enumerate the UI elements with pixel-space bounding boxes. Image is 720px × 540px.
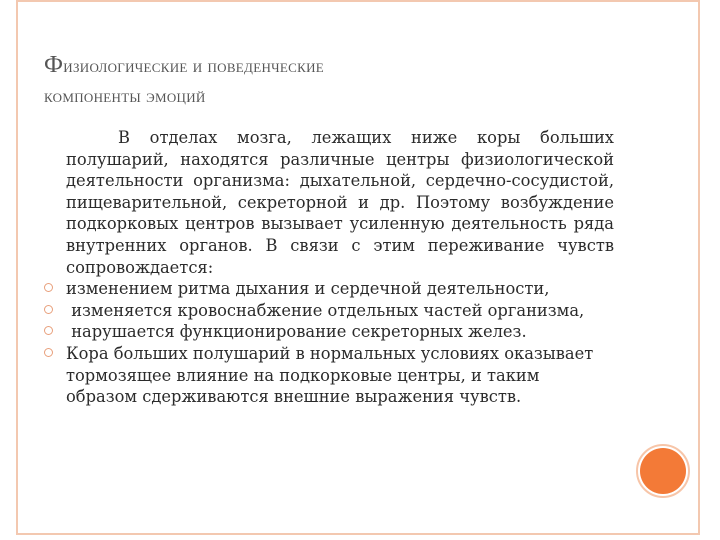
list-item (44, 321, 614, 343)
list-item-text: Кора больших полушарий в нормальных условиях оказывает тормозящее влияние на подкорковые центры, и таким образом сдерживаются внешние выражения чувств. (66, 343, 594, 407)
list-item (44, 278, 614, 300)
intro-text: В отделах мозга, лежащих ниже коры больших полушарий, находятся различные центры физиологической деятельности организма: дыхательной, сердечно-сосудистой, пищеварительной, секреторной и др. Поэтому возбуждение подкорковых центров вызывает усиленную деятельность ряда внутренних органов. В связи с этим переживание чувств сопровождается: (66, 128, 614, 277)
list-item-text: изменяется кровоснабжение отдельных частей организма, (66, 300, 585, 320)
intro-paragraph (44, 127, 614, 278)
list-item (44, 300, 614, 322)
list-item-text: изменением ритма дыхания и сердечной деятельности, (66, 279, 550, 299)
title-line-1 (44, 50, 604, 82)
circle-bullet-icon (44, 326, 53, 335)
title-line-1-rest: изиологические и поведенческие (63, 56, 324, 77)
slide-frame-top (16, 0, 700, 8)
list-item-text: нарушается функционирование секреторных желез. (66, 322, 527, 342)
bullet-list (44, 278, 614, 408)
slide-body (44, 127, 614, 408)
slide-title (44, 50, 604, 112)
decorative-orange-circle-icon (640, 448, 686, 494)
title-line-2: компоненты эмоций (44, 86, 206, 107)
title-initial: Ф (44, 52, 64, 78)
circle-bullet-icon (44, 348, 53, 357)
list-item (44, 343, 614, 408)
circle-bullet-icon (44, 305, 53, 314)
circle-bullet-icon (44, 283, 53, 292)
